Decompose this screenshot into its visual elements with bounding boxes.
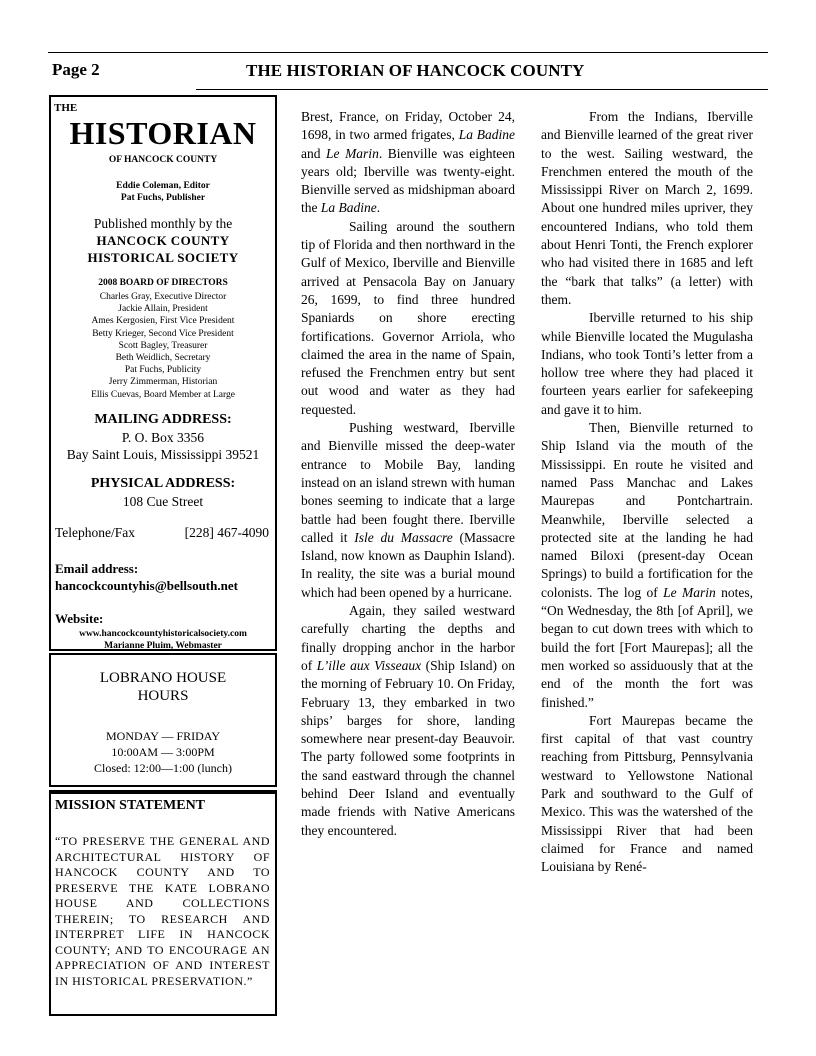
text-run: Then, Bienville returned to Ship Island via the mouth of the Mississippi. En route he visited and named Pass Manchac and Lakes Maurepas and Pontchartrain. Meanwhile, Iberville selected a protected site at the landing he had named Biloxi (present-day Ocean Springs) to build a fortification for the colonists. The log of	[541, 420, 753, 600]
telephone-label: Telephone/Fax	[55, 525, 136, 540]
board-member: Pat Fuchs, Publicity	[124, 365, 202, 376]
website-label: Website:	[55, 611, 104, 626]
board-member: Beth Weidlich, Secretary	[115, 353, 211, 364]
paragraph: Iberville returned to his ship while Bienville located the Mugulasha Indians, who took Tonti’s letter from a hollow tree where they had placed it fourteen years earlier for safekeeping and gave it to him.	[541, 310, 753, 417]
hours-closed: Closed: 12:00—1:00 (lunch)	[94, 761, 232, 775]
masthead-box	[49, 95, 277, 651]
mailing-line: P. O. Box 3356	[121, 430, 205, 445]
mission-box	[49, 790, 277, 1016]
published-line: Published monthly by the	[93, 216, 233, 231]
board-member: Betty Krieger, Second Vice President	[92, 328, 234, 339]
mailing-line: Bay Saint Louis, Mississippi 39521	[66, 447, 260, 462]
header-rule	[196, 89, 768, 90]
text-run: .	[376, 200, 381, 216]
board-member: Jackie Allain, President	[118, 304, 208, 315]
society-name-1: HANCOCK COUNTY	[96, 233, 230, 248]
ship-name: La Badine	[458, 127, 515, 143]
telephone-number: [228] 467-4090	[184, 525, 269, 540]
telephone	[55, 525, 269, 541]
board-heading: 2008 BOARD OF DIRECTORS	[98, 278, 228, 288]
text-run: (Massacre Island, now known as Dauphin Island). In reality, the site was a burial mound which had been opened by a hurricane.	[301, 529, 515, 600]
paragraph: From the Indians, Iberville and Bienville learned of the great river to the west. Sailing westward, the Frenchmen entered the mouth of the Mississippi River on March 2, 1699. About one hundred miles upriver, they encountered Indians, who told them about Henri Tonti, the French explorer who had visited there in 1685 and left the “bark that talks” (a letter) with them.	[541, 109, 753, 307]
text-run: Pushing westward, Iberville and Bienville missed the deep-water entrance to Mobile Bay, landing instead on an island strewn with human bones seeming to indicate that a large battle had been fought there. Iberville called it	[301, 420, 515, 545]
place-name: Isle du Massacre	[354, 529, 453, 545]
hours-days: MONDAY — FRIDAY	[105, 729, 221, 743]
mailing-heading: MAILING ADDRESS:	[94, 412, 232, 427]
article-column-2	[301, 108, 515, 840]
board-member: Charles Gray, Executive Director	[99, 292, 227, 302]
ship-name: Le Marin	[663, 584, 716, 600]
page-number: Page 2	[52, 60, 100, 79]
website-url[interactable]: www.hancockcountyhistoricalsociety.com	[79, 629, 247, 639]
text-run: notes, “On Wednesday, the 8th [of April], we began to cut down trees with which to build the fort [Fort Maurepas]; all the men worked so assiduously that at the end of the month the fort was finished.”	[541, 584, 753, 710]
hours-title-line: HOURS	[137, 688, 189, 704]
text-run: (Ship Island) on the morning of February 10. On Friday, February 13, they embarked in two ships’ barges for shore, landing somewhere near present-day Beauvoir. The party followed some footprints in the sand eastward through the channel behind Deer Island and eventually made friends with Native Americans they encountered.	[301, 657, 515, 838]
article-column-3	[541, 108, 753, 876]
email-label: Email address:	[55, 561, 139, 576]
hours-box	[49, 653, 277, 787]
paragraph	[541, 419, 753, 712]
physical-address: 108 Cue Street	[122, 494, 204, 509]
text-run: Brest, France, on Friday, October 24, 1698, in two armed frigates,	[301, 109, 515, 143]
mission-title: MISSION STATEMENT	[55, 798, 206, 813]
physical-heading: PHYSICAL ADDRESS:	[90, 476, 236, 491]
text-run: Again, they sailed westward carefully charting the depths and finally dropping anchor in the harbor of	[301, 603, 515, 673]
hours-title-line: LOBRANO HOUSE	[99, 670, 227, 686]
ship-name: Le Marin	[326, 145, 379, 161]
published-by	[51, 215, 275, 266]
paragraph	[301, 602, 515, 840]
mission-body: “TO PRESERVE THE GENERAL AND ARCHITECTURAL HISTORY OF HANCOCK COUNTY AND TO PRESERVE THE KATE LOBRANO HOUSE AND COLLECTIONS THEREIN; TO RESEARCH AND INTERPRET LIFE IN HANCOCK COUNTY; AND TO ENCOURAGE AN APPRECIATION OF AND INTEREST IN HISTORICAL PRESERVATION.”	[55, 834, 270, 988]
masthead-subtitle: OF HANCOCK COUNTY	[108, 155, 218, 165]
masthead-the: THE	[54, 102, 78, 114]
place-name: L’ille aux Visseaux	[316, 657, 422, 673]
hours-title	[51, 669, 275, 705]
society-name-2: HISTORICAL SOCIETY	[87, 250, 239, 265]
paragraph: Sailing around the southern tip of Florida and then northward in the Gulf of Mexico, Iberville and Bienville arrived at Pensacola Bay on January 26, 1699, to find three hundred Spaniards on shore erecting fortifications. Governor Arriola, who claimed the area in the name of Spain, refused the Frenchmen entry but sent out wood and water as they had requested.	[301, 218, 515, 417]
publisher: Pat Fuchs, Publisher	[120, 193, 206, 203]
ship-name: La Badine	[320, 200, 377, 216]
editor: Eddie Coleman, Editor	[116, 181, 210, 191]
hours-time: 10:00AM — 3:00PM	[111, 745, 215, 759]
text-run: and	[301, 145, 327, 161]
email-address[interactable]: hancockcountyhis@bellsouth.net	[55, 578, 238, 593]
board-member: Ellis Cuevas, Board Member at Large	[91, 389, 235, 400]
top-rule	[48, 52, 768, 53]
board-member: Scott Bagley, Treasurer	[118, 340, 208, 351]
mailing-address	[51, 429, 275, 463]
masthead-title: HISTORIAN	[69, 115, 257, 151]
paragraph	[301, 419, 515, 602]
paragraph: Fort Maurepas became the first capital of that vast country reaching from Pittsburg, Pennsylvania westward to Yellowstone National Park and southward to the Gulf of Mexico. This was the watershed of the Mississippi River that had been claimed for France and named Louisiana by René-	[541, 712, 753, 875]
text-run: . Bienville was eighteen years old; Iberville was twenty-eight. Bienville served as midshipman aboard the	[301, 145, 515, 216]
board-list	[51, 291, 275, 401]
running-title: THE HISTORIAN OF HANCOCK COUNTY	[246, 61, 585, 80]
board-member: Ames Kergosien, First Vice President	[91, 316, 235, 327]
paragraph	[301, 108, 515, 218]
board-member: Jerry Zimmerman, Historian	[108, 377, 218, 388]
sidebar	[49, 95, 277, 1013]
webmaster: Marianne Pluim, Webmaster	[104, 641, 222, 651]
